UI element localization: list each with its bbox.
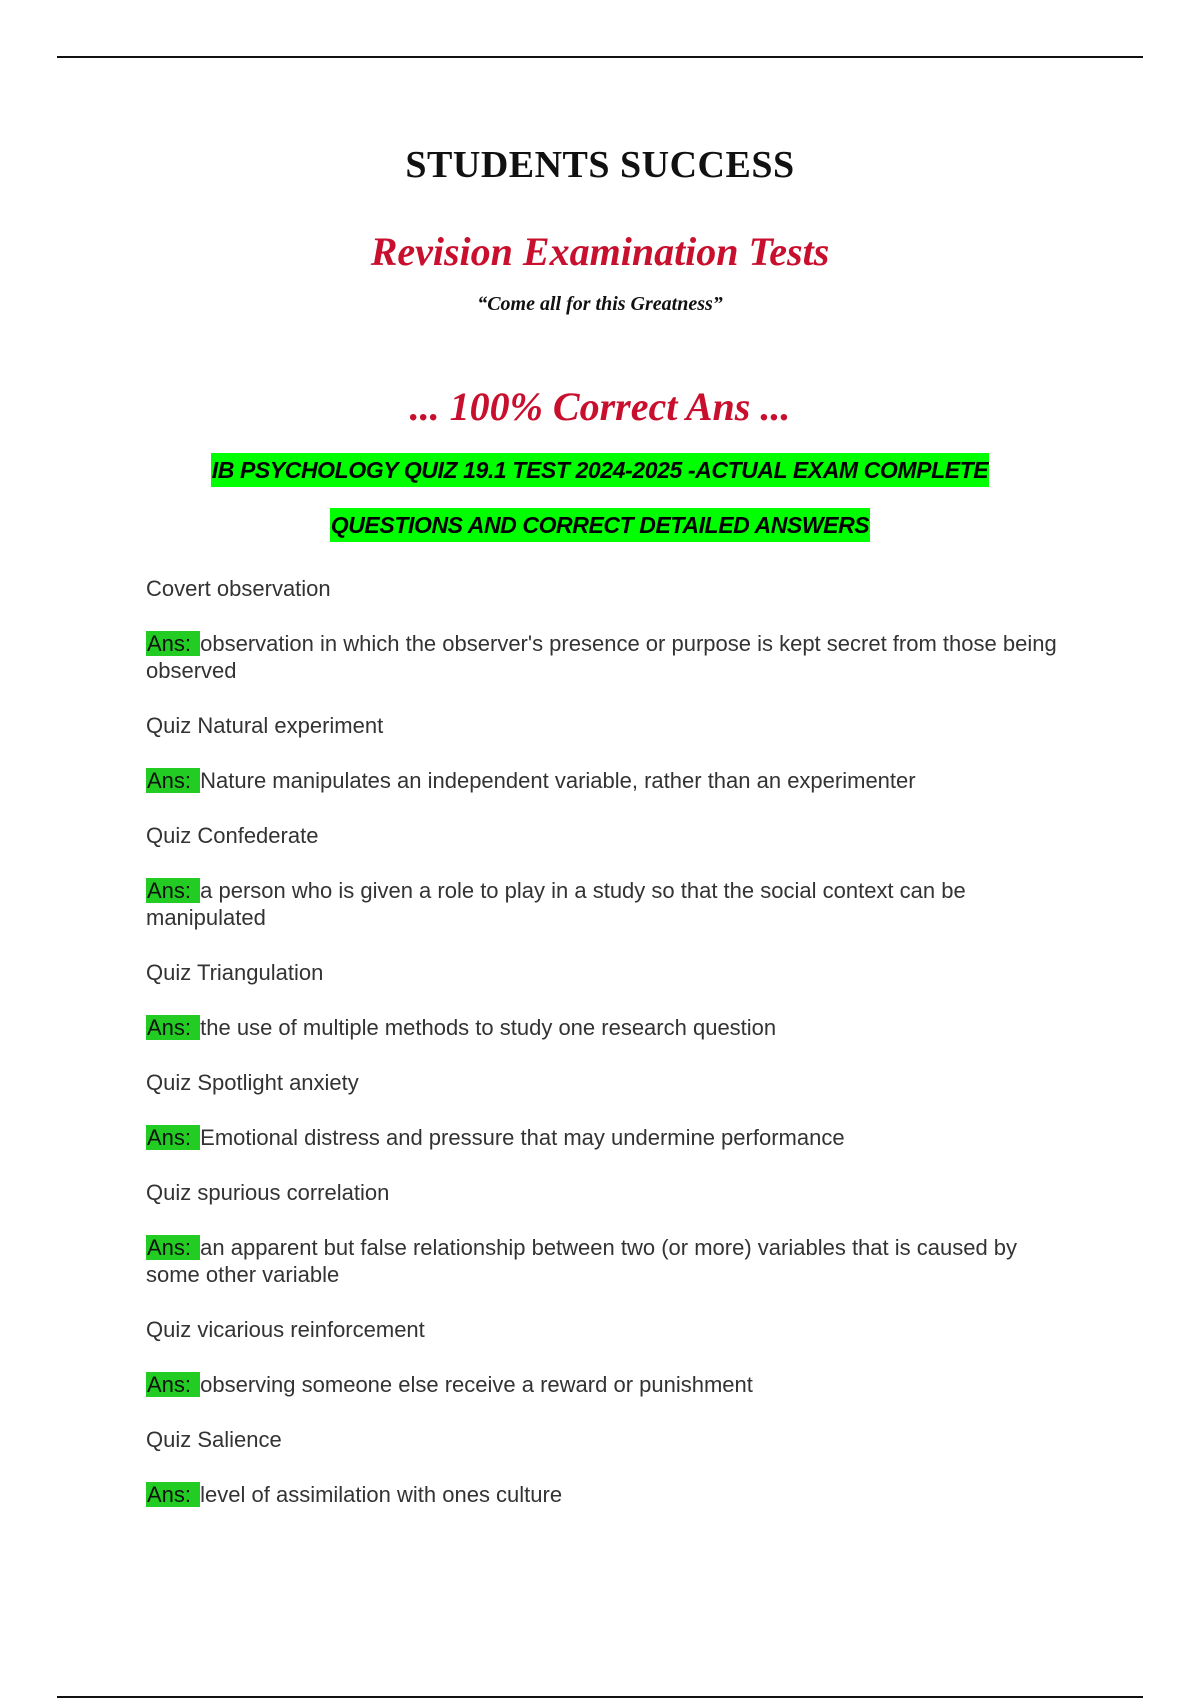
question: Quiz Confederate [146, 823, 319, 848]
exam-banner-text-1: IB PSYCHOLOGY QUIZ 19.1 TEST 2024-2025 -ACTUAL EXAM COMPLETE [211, 453, 990, 487]
question: Quiz spurious correlation [146, 1180, 390, 1205]
page-title: STUDENTS SUCCESS [405, 144, 795, 186]
ans-label: Ans: [146, 1235, 200, 1260]
question: Quiz vicarious reinforcement [146, 1317, 425, 1342]
ans-label: Ans: [146, 631, 200, 656]
answer-text: the use of multiple methods to study one research question [200, 1015, 777, 1040]
ans-label: Ans: [146, 1015, 200, 1040]
answer [146, 1014, 1066, 1041]
answer-text: observing someone else receive a reward or punishment [200, 1372, 753, 1397]
question: Quiz Triangulation [146, 960, 324, 985]
page-subtitle: Revision Examination Tests [370, 229, 830, 274]
question: Quiz Salience [146, 1427, 282, 1452]
answer [146, 1124, 1066, 1151]
answer-text: observation in which the observer's presence or purpose is kept secret from those being observed [146, 631, 1057, 683]
answer [146, 877, 1066, 931]
correct-answers-line: ... 100% Correct Ans ... [409, 384, 791, 429]
bottom-rule [57, 1696, 1143, 1698]
answer-text: Nature manipulates an independent variable, rather than an experimenter [200, 768, 916, 793]
exam-banner-line-2 [0, 512, 1200, 539]
ans-label: Ans: [146, 878, 200, 903]
answer-text: an apparent but false relationship between two (or more) variables that is caused by some other variable [146, 1235, 1018, 1287]
answer-text: Emotional distress and pressure that may undermine performance [200, 1125, 845, 1150]
question: Covert observation [146, 576, 331, 601]
top-rule [57, 56, 1143, 58]
answer [146, 630, 1066, 684]
tagline: “Come all for this Greatness” [477, 293, 723, 315]
answer-text: level of assimilation with ones culture [200, 1482, 563, 1507]
answer-text: a person who is given a role to play in a study so that the social context can be manipulated [146, 878, 966, 930]
question: Quiz Natural experiment [146, 713, 384, 738]
answer [146, 1234, 1066, 1288]
ans-label: Ans: [146, 1125, 200, 1150]
answer [146, 1481, 1066, 1508]
exam-banner-text-2: QUESTIONS AND CORRECT DETAILED ANSWERS [330, 508, 871, 542]
ans-label: Ans: [146, 1482, 200, 1507]
ans-label: Ans: [146, 768, 200, 793]
qa-list [146, 575, 1066, 1536]
exam-banner-line-1 [0, 457, 1200, 484]
ans-label: Ans: [146, 1372, 200, 1397]
answer [146, 1371, 1066, 1398]
answer [146, 767, 1066, 794]
question: Quiz Spotlight anxiety [146, 1070, 359, 1095]
